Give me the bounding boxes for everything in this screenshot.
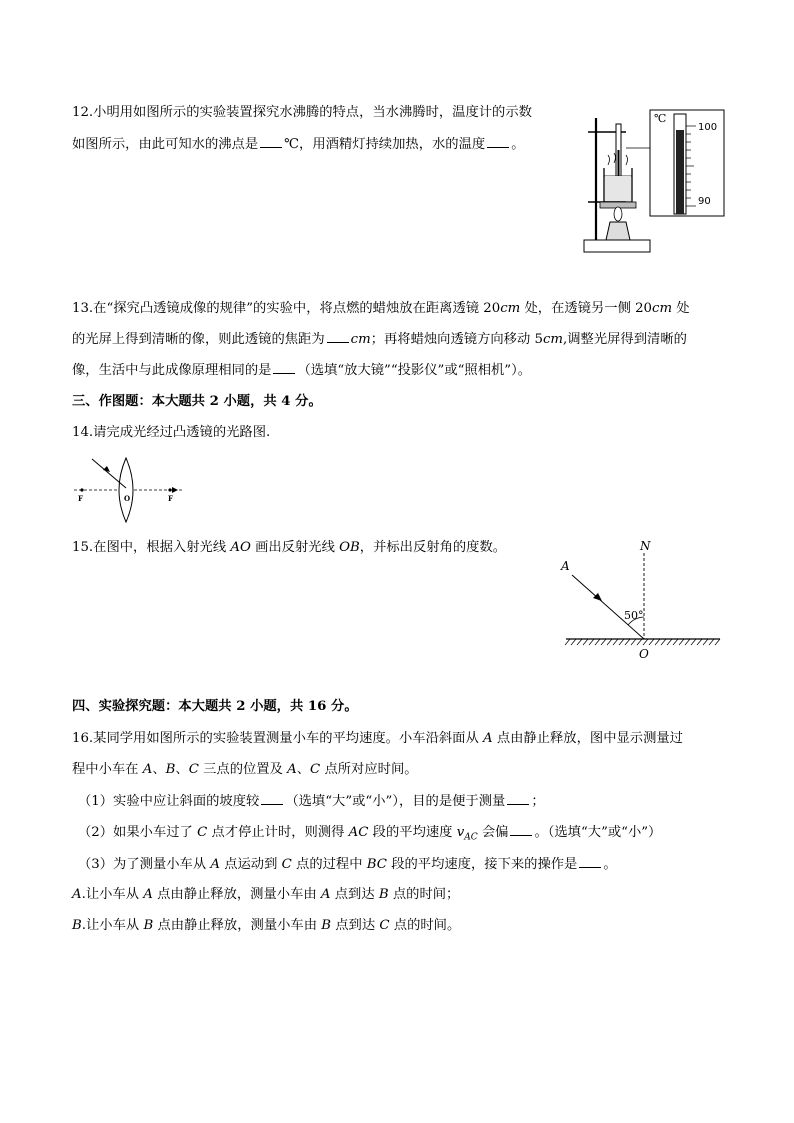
q16-text: 、	[152, 762, 166, 777]
q16-blank-4[interactable]	[579, 855, 601, 868]
q13-unit: cm	[652, 301, 673, 316]
q16-text: 16.某同学用如图所示的实验装置测量小车的平均速度。小车沿斜面从	[72, 731, 483, 746]
q16-point: A	[142, 762, 153, 777]
thermometer-tick-90: 90	[698, 196, 711, 207]
q16-text: （2）如果小车过了	[78, 825, 198, 840]
q15-ray-name: OB	[339, 540, 360, 555]
q13-unit: cm	[500, 301, 521, 316]
q13-text: 像，生活中与此成像原理相同的是	[72, 363, 272, 378]
q16-point: A	[143, 887, 153, 902]
incidence-point-label: O	[639, 647, 649, 661]
q13-unit: cm	[542, 332, 564, 347]
q16-text: 。（选填“大”或“小”）	[534, 825, 662, 840]
q13-text: 13.在“探究凸透镜成像的规律”的实验中，将点燃的蜡烛放在距离透镜 20	[72, 301, 501, 316]
q15-text-part: ，并标出反射角的度数。	[359, 540, 507, 555]
q16-text: 点到达	[330, 887, 379, 902]
q12-blank-1[interactable]	[260, 135, 282, 148]
q16-text: 三点的位置及	[198, 762, 288, 777]
q16-text: 点运动到	[219, 857, 282, 872]
q16-point: C	[310, 762, 321, 777]
q16-text: .让小车从	[81, 918, 144, 933]
q16-text: ；	[531, 794, 545, 809]
q16-point: B	[378, 887, 389, 902]
q16-point: C	[379, 918, 390, 933]
q16-point: B	[321, 918, 332, 933]
q13-text: 处	[672, 301, 690, 316]
q12-text: ℃，用酒精灯持续加热，水的温度	[284, 137, 486, 152]
q16-text: 、	[175, 762, 189, 777]
q16-sub-1	[78, 792, 545, 811]
q16-point: B	[143, 918, 154, 933]
q16-text: 程中小车在	[72, 762, 143, 777]
focus-left-label: F	[78, 494, 83, 503]
q16-point: A	[482, 731, 493, 746]
q13-blank-2[interactable]	[273, 361, 295, 374]
q16-text: 点到达	[331, 918, 380, 933]
q16-text: 。	[603, 857, 617, 872]
q13-text: 处，在透镜另一侧 20	[520, 301, 653, 316]
boiling-apparatus-figure	[578, 110, 738, 260]
q16-sub-2	[78, 823, 661, 847]
q12-text: 如图所示，由此可知水的沸点是	[72, 137, 259, 152]
focus-right-label: F	[168, 494, 173, 503]
q16-text: 点由静止释放，测量小车由	[152, 887, 321, 902]
section-4-heading: 四、实验探究题：本大题共 2 小题，共 16 分。	[72, 699, 358, 714]
q12-line-1: 12.小明用如图所示的实验装置探究水沸腾的特点，当水沸腾时，温度计的示数	[72, 105, 532, 120]
q16-point: B	[165, 762, 176, 777]
q12-text: 。	[511, 137, 525, 152]
q15-text-part: 画出反射光线	[250, 540, 340, 555]
q16-text: .让小车从	[81, 887, 144, 902]
q16-text: 段的平均速度	[368, 825, 457, 840]
q16-line-2	[72, 761, 418, 779]
section-3-heading: 三、作图题：本大题共 2 小题，共 4 分。	[72, 394, 322, 409]
incident-ray-label: A	[561, 559, 570, 573]
q16-text: 点由静止释放，测量小车由	[153, 918, 322, 933]
normal-label: N	[640, 539, 651, 553]
q16-sub-3	[78, 855, 617, 874]
q13-line-2	[72, 330, 687, 349]
q16-text: 点才停止计时，则测得	[207, 825, 349, 840]
q16-text: 点的时间；	[388, 887, 460, 902]
q13-text: （选填“放大镜”“投影仪”或“照相机”）。	[297, 363, 532, 378]
thermometer-tick-100: 100	[698, 122, 718, 133]
q16-point: A	[210, 857, 220, 872]
q16-option-b[interactable]	[72, 917, 460, 935]
q15-text-part: 15.在图中，根据入射光线	[72, 540, 231, 555]
q16-text: 点的过程中	[291, 857, 367, 872]
q16-point: BC	[366, 857, 387, 872]
q16-text: 会偏	[477, 825, 509, 840]
q13-text: 的光屏上得到清晰的像，则此透镜的焦距为	[72, 332, 325, 347]
q16-option-a[interactable]	[72, 886, 459, 904]
q16-line-1	[72, 730, 683, 748]
option-letter: A	[72, 887, 82, 902]
q13-blank-1[interactable]	[327, 330, 349, 343]
q12-blank-2[interactable]	[487, 135, 509, 148]
q16-text: （选填“大”或“小”），目的是便于测量	[285, 794, 506, 809]
q16-point: A	[320, 887, 331, 902]
q16-velocity: v	[456, 825, 465, 840]
optical-center-label: O	[124, 494, 131, 503]
q16-point: AC	[348, 825, 369, 840]
q16-text: 点所对应时间。	[320, 762, 418, 777]
q16-blank-2[interactable]	[507, 792, 529, 805]
q16-text: 段的平均速度，接下来的操作是	[386, 857, 578, 872]
q14-text: 14.请完成光经过凸透镜的光路图.	[72, 425, 271, 440]
q16-text: 点的时间。	[389, 918, 461, 933]
q16-point: C	[197, 825, 208, 840]
option-letter: B	[72, 918, 82, 933]
convex-lens-figure	[74, 456, 184, 524]
q16-velocity-subscript: AC	[464, 832, 478, 843]
q12-line-2	[72, 135, 524, 154]
reflection-figure	[561, 535, 724, 665]
q16-text: 、	[296, 762, 311, 777]
angle-label: 50°	[624, 609, 644, 622]
q16-blank-1[interactable]	[261, 792, 283, 805]
q15-text	[72, 539, 506, 557]
q13-line-3	[72, 361, 531, 380]
thermometer-unit: ℃	[654, 112, 667, 125]
q16-point: C	[281, 857, 292, 872]
q16-text: （3）为了测量小车从	[78, 857, 211, 872]
q13-unit: cm	[350, 332, 371, 347]
q16-blank-3[interactable]	[510, 823, 532, 836]
q16-point: A	[287, 762, 297, 777]
q13-text: ,调整光屏得到清晰的	[563, 332, 687, 347]
q16-text: （1）实验中应让斜面的坡度较	[78, 794, 260, 809]
q16-text: 点由静止释放，图中显示测量过	[492, 731, 683, 746]
q13-text: ；再将蜡烛向透镜方向移动 5	[370, 332, 543, 347]
q15-ray-name: AO	[230, 540, 251, 555]
q16-point: C	[188, 762, 199, 777]
q13-line-1	[72, 300, 690, 318]
